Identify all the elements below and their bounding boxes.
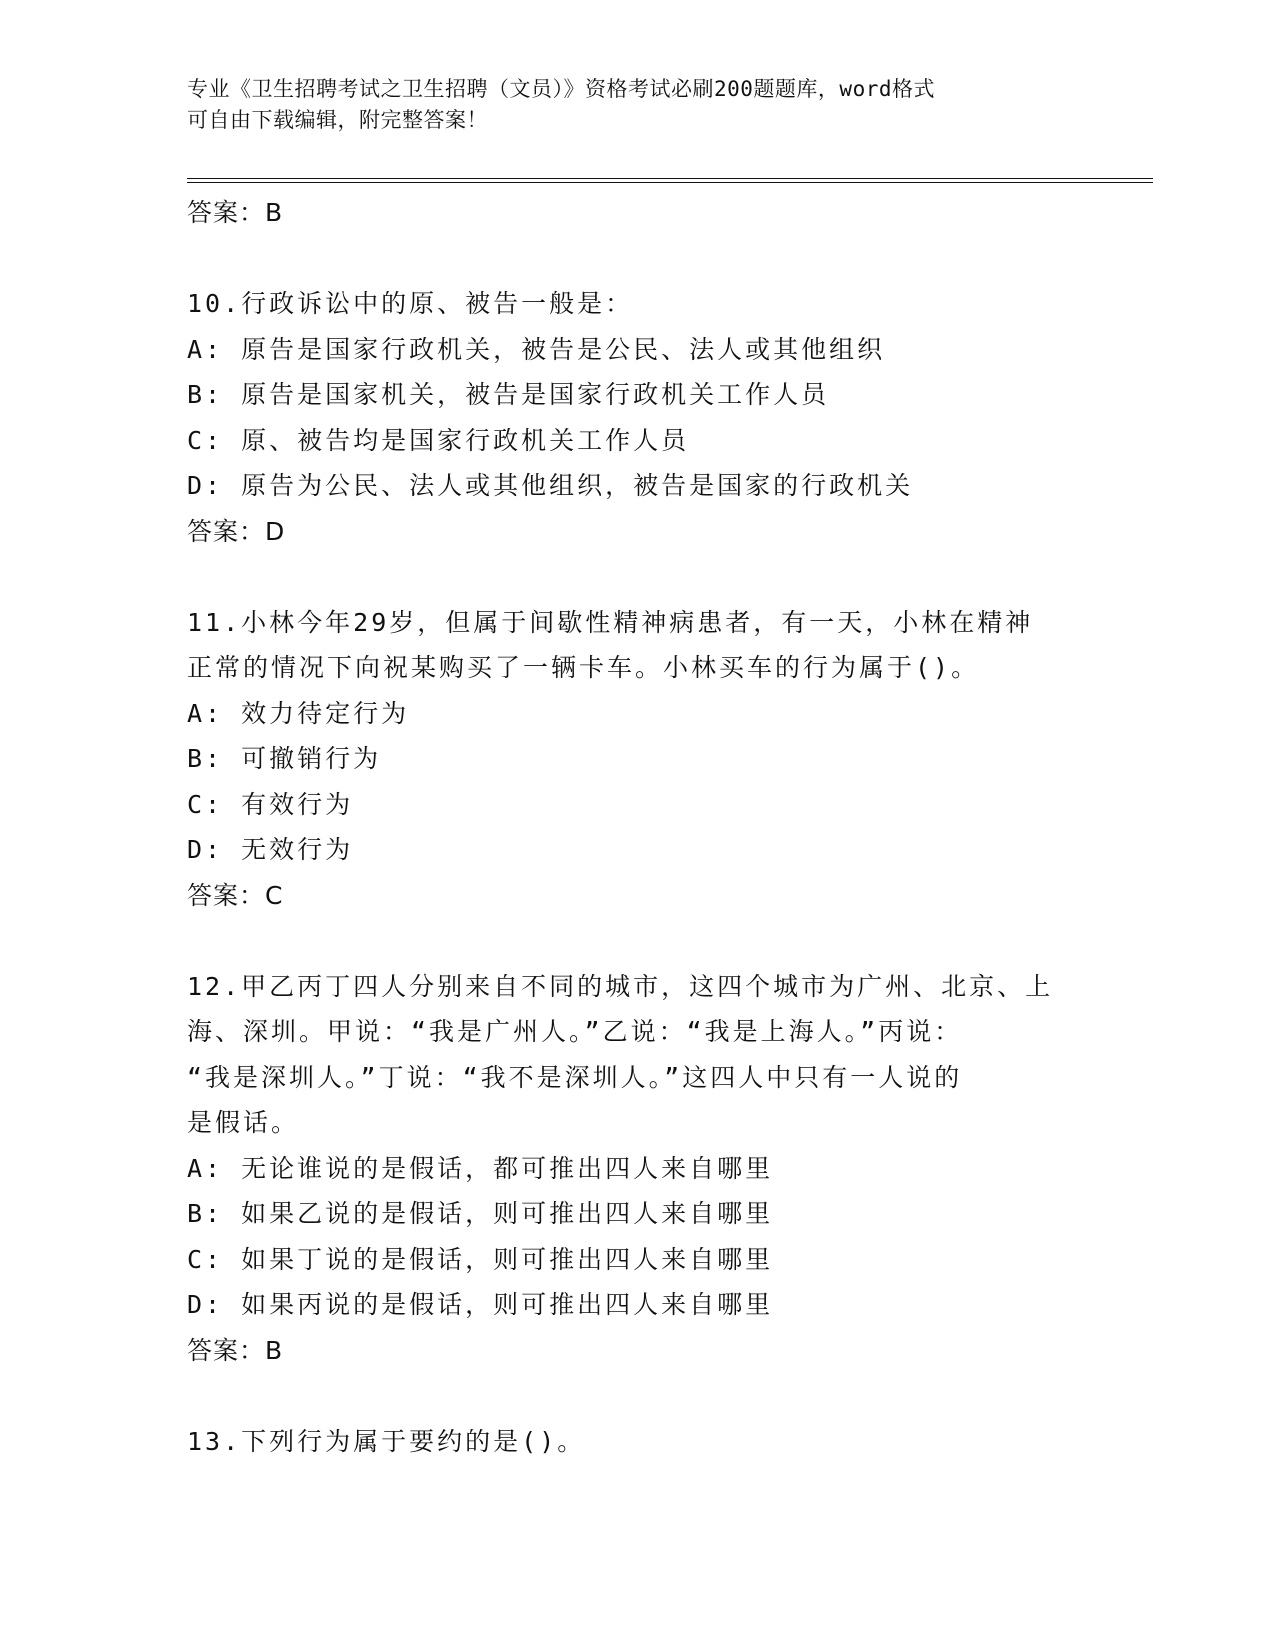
header-line-1: 专业《卫生招聘考试之卫生招聘（文员）》资格考试必刷200题题库，word格式 (187, 77, 935, 101)
option-c: C: 有效行为 (187, 789, 354, 819)
question-text-line: “我是深圳人。”丁说：“我不是深圳人。”这四人中只有一人说的 (187, 1062, 963, 1092)
header-rule-bottom (187, 182, 1153, 183)
answer: 答案：C (187, 880, 284, 910)
option-c: C: 原、被告均是国家行政机关工作人员 (187, 425, 690, 455)
option-b: B: 可撤销行为 (187, 744, 382, 773)
question-text-line: 12.甲乙丙丁四人分别来自不同的城市，这四个城市为广州、北京、上 (187, 971, 1054, 1001)
option-a: A: 效力待定行为 (187, 698, 410, 728)
option-d: D: 如果丙说的是假话，则可推出四人来自哪里 (187, 1290, 774, 1319)
answer: 答案：D (187, 516, 286, 546)
option-d: D: 原告为公民、法人或其他组织，被告是国家的行政机关 (187, 471, 914, 500)
header-line-2: 可自由下载编辑，附完整答案！ (187, 108, 488, 132)
option-a: A: 无论谁说的是假话，都可推出四人来自哪里 (187, 1153, 774, 1183)
option-a: A: 原告是国家行政机关，被告是公民、法人或其他组织 (187, 334, 886, 364)
option-b: B: 如果乙说的是假话，则可推出四人来自哪里 (187, 1199, 774, 1228)
question-text-line: 海、深圳。甲说：“我是广州人。”乙说：“我是上海人。”丙说： (187, 1017, 963, 1046)
spacer (187, 918, 1087, 964)
question-text-line: 13.下列行为属于要约的是()。 (187, 1426, 586, 1456)
option-c: C: 如果丁说的是假话，则可推出四人来自哪里 (187, 1244, 774, 1274)
question-12 (187, 964, 1087, 1374)
question-text-line: 10.行政诉讼中的原、被告一般是： (187, 289, 634, 318)
option-d: D: 无效行为 (187, 835, 354, 864)
question-10 (187, 281, 1087, 554)
spacer (187, 554, 1087, 600)
question-text-line: 是假话。 (187, 1108, 300, 1137)
header-rule-top (187, 178, 1153, 179)
question-13 (187, 1419, 1087, 1465)
document-header (187, 74, 1087, 136)
question-text-line: 11.小林今年29岁，但属于间歇性精神病患者，有一天，小林在精神 (187, 607, 1034, 637)
answer: 答案：B (187, 1335, 284, 1365)
option-b: B: 原告是国家机关，被告是国家行政机关工作人员 (187, 380, 830, 409)
question-text-line: 正常的情况下向祝某购买了一辆卡车。小林买车的行为属于()。 (187, 653, 980, 682)
document-body (187, 190, 1087, 1464)
spacer (187, 236, 1087, 282)
question-11 (187, 600, 1087, 919)
spacer (187, 1373, 1087, 1419)
previous-answer: 答案：B (187, 198, 284, 227)
